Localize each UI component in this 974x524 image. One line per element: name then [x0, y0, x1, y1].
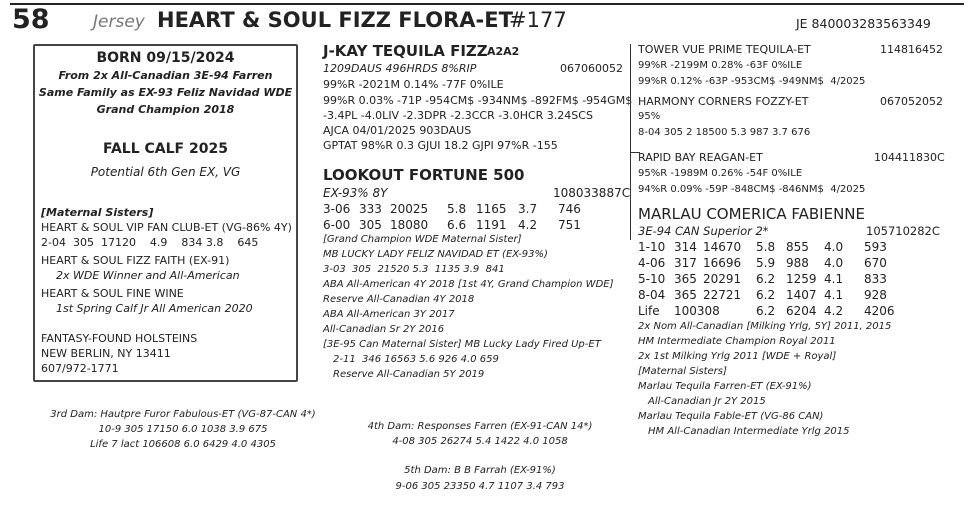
- dam-note-8: [3E-95 Can Maternal Sister] MB Lucky Lady Fired Up-ET: [323, 339, 601, 350]
- dam-dam-note-8: HM All-Canadian Intermediate Yrlg 2015: [648, 426, 850, 437]
- dam-dam-record-1: 1-10 314 14670 5.8 855 4.0 593: [638, 240, 887, 254]
- sire-sire-name: TOWER VUE PRIME TEQUILA-ET: [638, 43, 811, 56]
- sire-dam-line-1: 95%: [638, 111, 661, 122]
- fourth-dam: 4th Dam: Responses Farren (EX-91-CAN 14*): [367, 421, 593, 432]
- potential-line: Potential 6th Gen EX, VG: [90, 165, 241, 179]
- birth-date: BORN 09/15/2024: [96, 50, 235, 66]
- pedigree-line-sire: [630, 44, 631, 152]
- third-dam: 3rd Dam: Hautpre Furor Fabulous-ET (VG-87-CAN 4*): [50, 409, 316, 420]
- dam-record-1: 3-06 333 20025 5.8 1165 3.7 746: [323, 202, 581, 216]
- dam-note-3: 3-03 305 21520 5.3 1135 3.9 841: [323, 264, 505, 275]
- box-line-1: From 2x All-Canadian 3E-94 Farren: [58, 69, 273, 82]
- dam-reg: 108033887C: [553, 186, 631, 200]
- sire-sire-line-1: 99%R -2199M 0.28% -63F 0%ILE: [638, 60, 803, 71]
- fifth-dam-record: 9-06 305 23350 4.7 1107 3.4 793: [395, 481, 565, 492]
- sister-3-note: 1st Spring Calf Jr All American 2020: [56, 302, 253, 315]
- dam-note-7: All-Canadian Sr 2Y 2016: [323, 324, 445, 335]
- dam-note-1: [Grand Champion WDE Maternal Sister]: [323, 234, 522, 245]
- dam-dam-lifetime: Life 100308 6.2 6204 4.2 4206: [638, 304, 895, 318]
- sister-1-record: 2-04 305 17120 4.9 834 3.8 645: [41, 236, 259, 249]
- dam-dam-note-6: All-Canadian Jr 2Y 2015: [648, 396, 766, 407]
- fourth-dam-record: 4-08 305 26274 5.4 1422 4.0 1058: [392, 436, 568, 447]
- third-dam-record: 10-9 305 17150 6.0 1038 3.9 675: [98, 424, 268, 435]
- dam-sire-line-2: 94%R 0.09% -59P -848CM$ -846NM$ 4/2025: [638, 184, 866, 195]
- box-line-2: Same Family as EX-93 Feliz Navidad WDE: [38, 86, 293, 99]
- sister-2: HEART & SOUL FIZZ FAITH (EX-91): [41, 254, 230, 267]
- sire-a2-code: A2A2: [487, 45, 520, 58]
- calf-class: FALL CALF 2025: [103, 141, 228, 157]
- dam-note-5: Reserve All-Canadian 4Y 2018: [323, 294, 475, 305]
- dam-note-9: 2-11 346 16563 5.6 926 4.0 659: [333, 354, 499, 365]
- third-dam-lifetime: Life 7 lact 106608 6.0 6429 4.0 4305: [90, 439, 276, 450]
- registration-number: JE 840003283563349: [796, 16, 931, 31]
- dam-dam-note-4: [Maternal Sisters]: [638, 366, 727, 377]
- sire-line-3: 99%R 0.03% -71P -954CM$ -934NM$ -892FM$ -954GM$: [323, 94, 633, 107]
- sire-sire-line-2: 99%R 0.12% -63P -953CM$ -949NM$ 4/2025: [638, 76, 866, 87]
- dam-dam-record-2: 4-06 317 16696 5.9 988 4.0 670: [638, 256, 887, 270]
- pedigree-line-dam: [630, 152, 631, 240]
- box-line-3: Grand Champion 2018: [96, 103, 235, 116]
- sire-dam-name: HARMONY CORNERS FOZZY-ET: [638, 95, 809, 108]
- sister-1: HEART & SOUL VIP FAN CLUB-ET (VG-86% 4Y): [41, 221, 292, 234]
- dam-dam-classification: 3E-94 CAN Superior 2*: [638, 224, 769, 238]
- sister-3: HEART & SOUL FINE WINE: [41, 287, 184, 300]
- breed-label: Jersey: [93, 12, 145, 32]
- farm-name: FANTASY-FOUND HOLSTEINS: [41, 332, 198, 345]
- sire-name: J-KAY TEQUILA FIZZ: [323, 42, 488, 60]
- dam-dam-record-4: 8-04 365 22721 6.2 1407 4.1 928: [638, 288, 887, 302]
- dam-dam-reg: 105710282C: [866, 224, 940, 238]
- sire-line-6: GPTAT 98%R 0.3 GJUI 18.2 GJPI 97%R -155: [323, 139, 558, 152]
- dam-sire-line-1: 95%R -1989M 0.26% -54F 0%ILE: [638, 168, 803, 179]
- sale-number: #177: [509, 8, 567, 32]
- dam-dam-note-7: Marlau Tequila Fable-ET (VG-86 CAN): [638, 411, 824, 422]
- dam-dam-note-2: HM Intermediate Champion Royal 2011: [638, 336, 836, 347]
- dam-sire-reg: 104411830C: [874, 151, 945, 164]
- farm-phone: 607/972-1771: [41, 362, 119, 375]
- dam-dam-name: MARLAU COMERICA FABIENNE: [638, 205, 866, 223]
- dam-dam-note-3: 2x 1st Milking Yrlg 2011 [WDE + Royal]: [638, 351, 837, 362]
- sire-line-1: 1209DAUS 496HRDS 8%RIP: [323, 62, 477, 75]
- sire-line-2: 99%R -2021M 0.14% -77F 0%ILE: [323, 78, 504, 91]
- dam-sire-name: RAPID BAY REAGAN-ET: [638, 151, 763, 164]
- sire-dam-line-2: 8-04 305 2 18500 5.3 987 3.7 676: [638, 127, 811, 138]
- sire-line-4: -3.4PL -4.0LIV -2.3DPR -2.3CCR -3.0HCR 3.24SCS: [323, 109, 593, 122]
- dam-dam-note-1: 2x Nom All-Canadian [Milking Yrlg, 5Y] 2011, 2015: [638, 321, 892, 332]
- top-rule: [10, 3, 964, 5]
- fifth-dam: 5th Dam: B B Farrah (EX-91%): [404, 465, 556, 476]
- dam-dam-note-5: Marlau Tequila Farren-ET (EX-91%): [638, 381, 812, 392]
- sisters-header: [Maternal Sisters]: [41, 206, 154, 219]
- dam-classification: EX-93% 8Y: [323, 186, 388, 200]
- sire-dam-reg: 067052052: [880, 95, 943, 108]
- dam-note-10: Reserve All-Canadian 5Y 2019: [333, 369, 485, 380]
- dam-name: LOOKOUT FORTUNE 500: [323, 166, 525, 184]
- dam-record-2: 6-00 305 18080 6.6 1191 4.2 751: [323, 218, 581, 232]
- lot-number: 58: [12, 4, 50, 35]
- sire-reg: 067060052: [560, 62, 623, 75]
- dam-note-6: ABA All-American 3Y 2017: [323, 309, 455, 320]
- sire-sire-reg: 114816452: [880, 43, 943, 56]
- sister-2-note: 2x WDE Winner and All-American: [56, 269, 240, 282]
- dam-dam-record-3: 5-10 365 20291 6.2 1259 4.1 833: [638, 272, 887, 286]
- sire-line-5: AJCA 04/01/2025 903DAUS: [323, 124, 472, 137]
- dam-note-2: MB LUCKY LADY FELIZ NAVIDAD ET (EX-93%): [323, 249, 548, 260]
- dam-note-4: ABA All-American 4Y 2018 [1st 4Y, Grand Champion WDE]: [323, 279, 614, 290]
- farm-location: NEW BERLIN, NY 13411: [41, 347, 171, 360]
- animal-name: HEART & SOUL FIZZ FLORA-ET: [157, 8, 513, 32]
